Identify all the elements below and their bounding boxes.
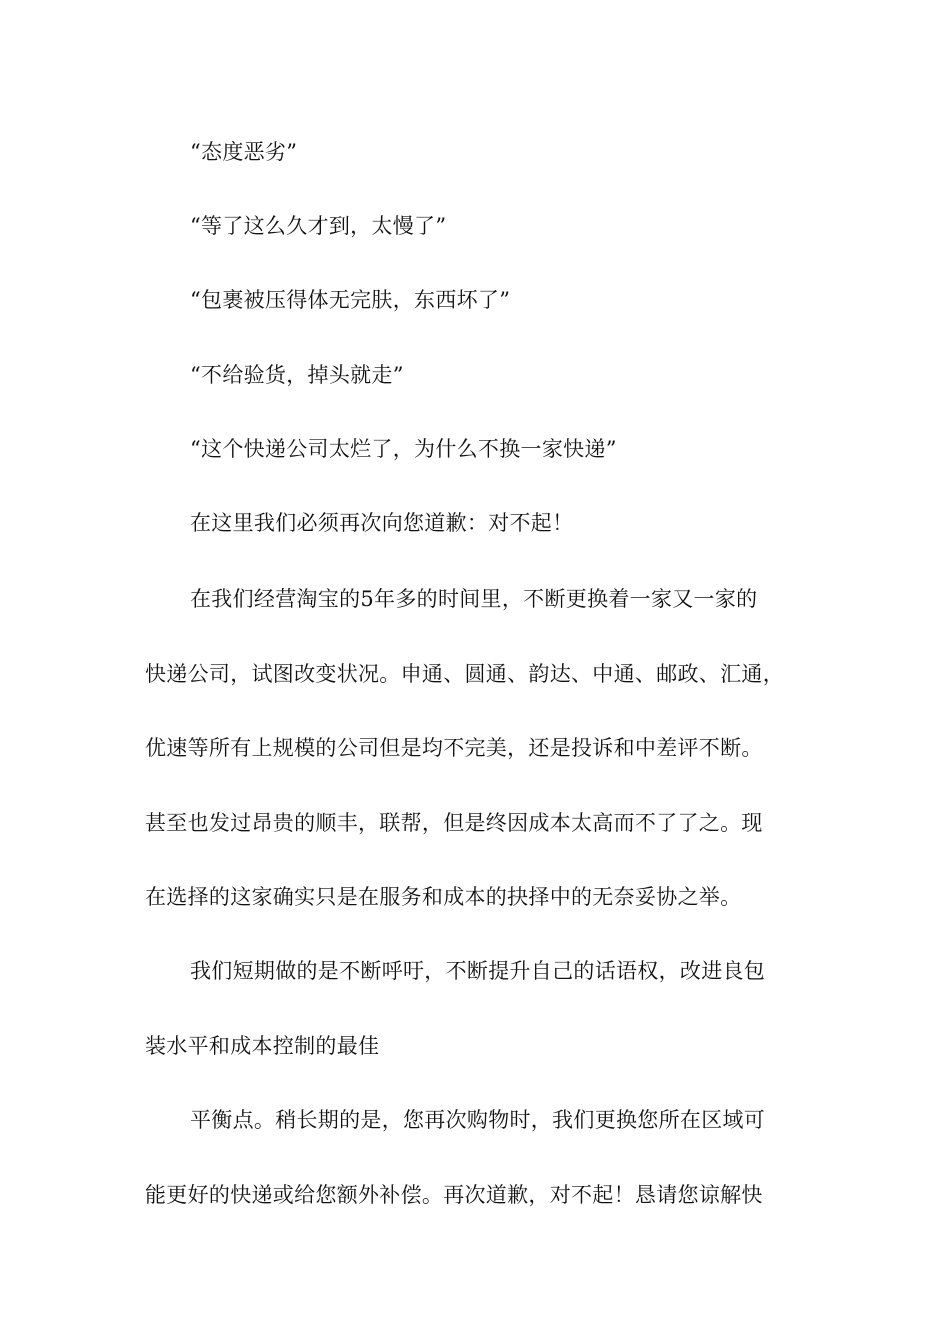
paragraph-line: 快递公司，试图改变状况。申通、圆通、韵达、中通、邮政、汇通， bbox=[145, 662, 784, 686]
paragraph-line: 在我们经营淘宝的5年多的时间里，不断更换着一家又一家的 bbox=[190, 587, 758, 611]
paragraph-line: 装水平和成本控制的最佳 bbox=[145, 1034, 380, 1058]
quote-line-4: “不给验货，掉头就走” bbox=[190, 363, 404, 387]
quote-line-3: “包裹被压得体无完肤，东西坏了” bbox=[190, 288, 511, 312]
quote-line-1: “态度恶劣” bbox=[190, 140, 298, 164]
paragraph-line: 能更好的快递或给您额外补偿。再次道歉，对不起！恳请您谅解快 bbox=[145, 1183, 763, 1207]
paragraph-line: 我们短期做的是不断呼吁，不断提升自己的话语权，改进良包 bbox=[190, 959, 766, 983]
paragraph-line: 甚至也发过昂贵的顺丰，联帮，但是终因成本太高而不了了之。现 bbox=[145, 811, 763, 835]
quote-line-5: “这个快递公司太烂了，为什么不换一家快递” bbox=[190, 437, 617, 461]
paragraph-line: 在选择的这家确实只是在服务和成本的抉择中的无奈妥协之举。 bbox=[145, 885, 742, 909]
quote-line-2: “等了这么久才到，太慢了” bbox=[190, 214, 447, 238]
apology-line: 在这里我们必须再次向您道歉：对不起！ bbox=[190, 511, 574, 535]
paragraph-line: 优速等所有上规模的公司但是均不完美，还是投诉和中差评不断。 bbox=[145, 736, 763, 760]
paragraph-line: 平衡点。稍长期的是，您再次购物时，我们更换您所在区域可 bbox=[190, 1108, 766, 1132]
